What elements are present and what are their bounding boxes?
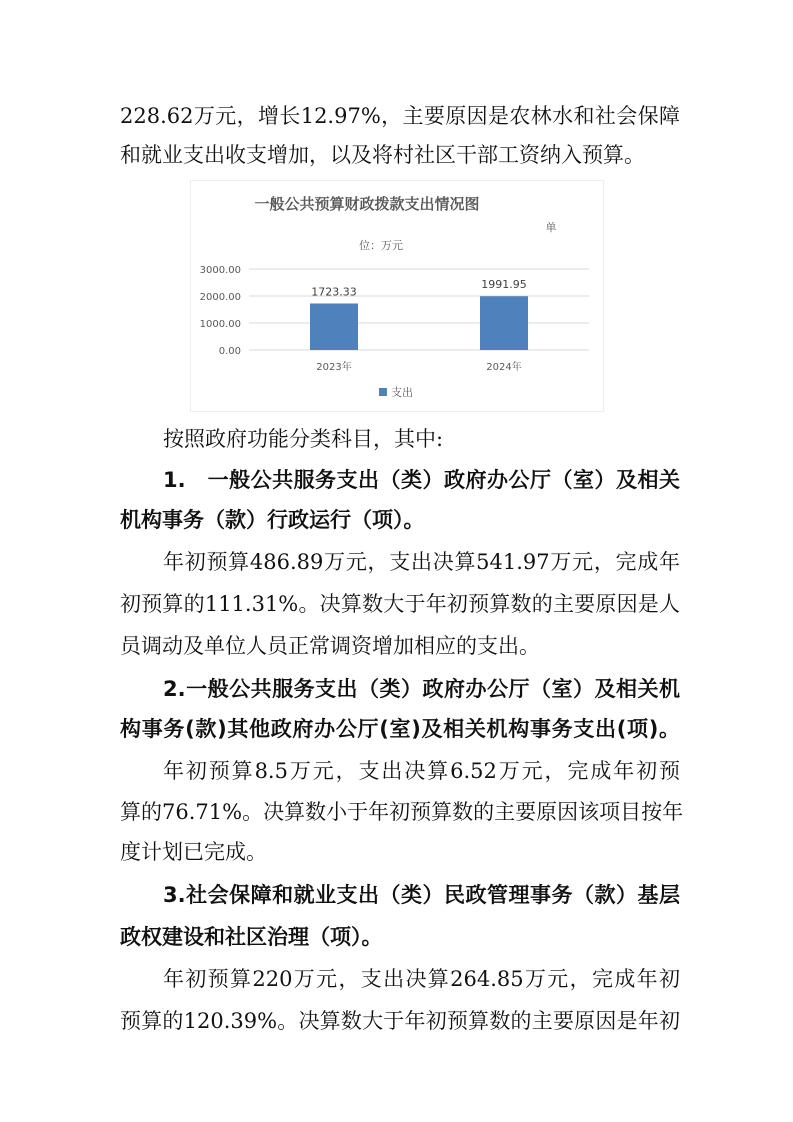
paragraph-line: 按照政府功能分类科目，其中: <box>163 427 444 451</box>
section-heading-line: 构事务(款)其他政府办公厅(室)及相关机构事务支出(项)。 <box>120 717 680 741</box>
x-tick-label: 2023年 <box>316 362 352 373</box>
paragraph-line: 年初预算8.5万元，支出决算6.52万元，完成年初预 <box>163 759 680 783</box>
section-heading-line: 2.一般公共服务支出（类）政府办公厅（室）及相关机 <box>163 677 680 701</box>
paragraph-line: 228.62万元，增长12.97%，主要原因是农林水和社会保障 <box>120 104 680 128</box>
data-label: 1991.95 <box>481 278 527 292</box>
unit-label-2: 位：万元 <box>359 239 403 252</box>
expenditure-chart <box>190 180 604 412</box>
paragraph-line: 预算的120.39%。决算数大于年初预算数的主要原因是年初 <box>120 1009 680 1033</box>
paragraph-line: 算的76.71%。决算数小于年初预算数的主要原因该项目按年 <box>120 800 684 824</box>
bar <box>310 303 358 350</box>
paragraph-line: 年初预算220万元，支出决算264.85万元，完成年初 <box>163 967 680 991</box>
section-heading-line: 政权建设和社区治理（项）。 <box>120 925 383 949</box>
paragraph-line: 度计划已完成。 <box>120 840 267 864</box>
y-tick-label: 3000.00 <box>199 265 241 276</box>
section-heading-line: 3.社会保障和就业支出（类）民政管理事务（款）基层 <box>163 883 680 907</box>
unit-label-1: 单 <box>545 221 557 234</box>
section-heading-line: 1. 一般公共服务支出（类）政府办公厅（室）及相关 <box>163 468 680 492</box>
y-tick-label: 0.00 <box>218 346 241 357</box>
paragraph-line: 和就业支出收支增加，以及将村社区干部工资纳入预算。 <box>120 143 645 167</box>
paragraph-line: 员调动及单位人员正常调资增加相应的支出。 <box>120 634 540 658</box>
data-label: 1723.33 <box>311 285 357 299</box>
section-heading-line: 机构事务（款）行政运行（项）。 <box>120 508 425 532</box>
paragraph-line: 年初预算486.89万元，支出决算541.97万元，完成年 <box>163 550 680 574</box>
legend-swatch <box>379 388 387 396</box>
x-tick-label: 2024年 <box>486 362 522 373</box>
paragraph-line: 初预算的111.31%。决算数大于年初预算数的主要原因是人 <box>120 592 680 616</box>
bar <box>480 296 528 350</box>
legend-label: 支出 <box>391 386 413 399</box>
y-tick-label: 1000.00 <box>199 319 241 330</box>
chart-svg <box>191 181 603 411</box>
y-tick-label: 2000.00 <box>199 292 241 303</box>
chart-title: 一般公共预算财政拨款支出情况图 <box>254 195 480 213</box>
